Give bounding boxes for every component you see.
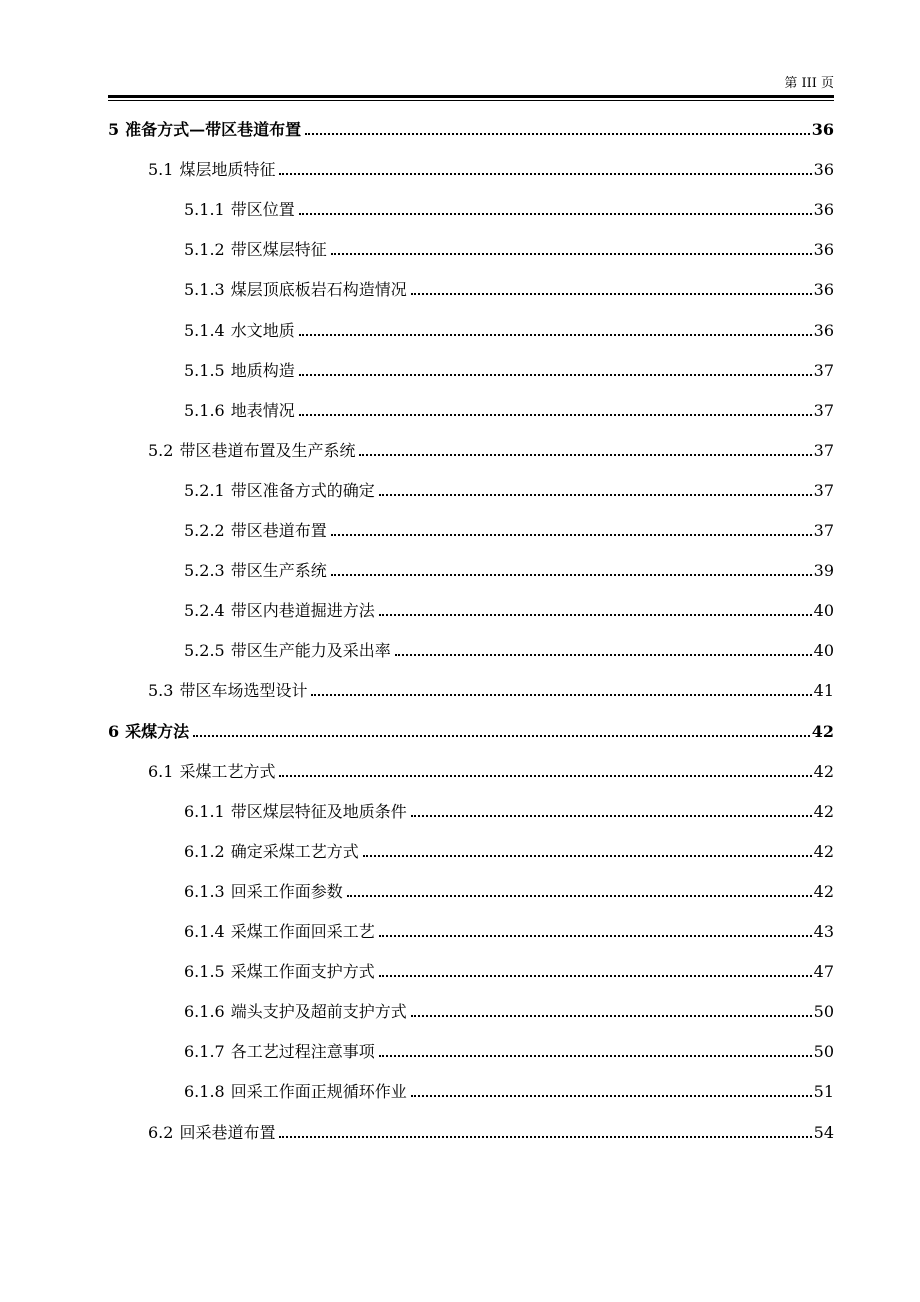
toc-entry-number: 5.1.1	[184, 200, 225, 219]
toc-dot-leader	[379, 1055, 812, 1057]
toc-entry-page: 36	[811, 120, 834, 139]
toc-entry-title: 水文地质	[230, 321, 295, 340]
toc-entry[interactable]	[184, 918, 834, 942]
toc-entry-number: 5.2	[148, 441, 174, 460]
toc-dot-leader	[379, 975, 812, 977]
toc-entry-title: 回采工作面正规循环作业	[230, 1082, 407, 1101]
toc-entry-number: 5.1.2	[184, 240, 225, 259]
toc-entry-page: 42	[813, 762, 834, 781]
toc-dot-leader	[279, 173, 811, 175]
toc-entry-title: 准备方式—带区巷道布置	[125, 120, 302, 139]
toc-entry[interactable]	[184, 958, 834, 982]
toc-entry-title: 带区位置	[230, 200, 295, 219]
toc-entry-page: 37	[813, 481, 834, 500]
toc-entry-page: 42	[811, 722, 834, 741]
toc-entry-number: 5.1.4	[184, 321, 225, 340]
toc-entry-page: 51	[813, 1082, 834, 1101]
toc-dot-leader	[411, 1015, 812, 1017]
toc-entry-title: 地质构造	[230, 361, 295, 380]
toc-entry[interactable]	[184, 357, 834, 381]
toc-entry-title: 带区准备方式的确定	[230, 481, 375, 500]
toc-entry[interactable]	[184, 236, 834, 260]
toc-dot-leader	[299, 334, 812, 336]
toc-entry-page: 54	[813, 1123, 834, 1142]
toc-entry-title: 煤层地质特征	[179, 160, 276, 179]
toc-entry-number: 6.2	[148, 1123, 174, 1142]
toc-entry-page: 37	[813, 521, 834, 540]
toc-entry-page: 36	[813, 321, 834, 340]
toc-entry-title: 确定采煤工艺方式	[230, 842, 359, 861]
toc-entry[interactable]	[184, 517, 834, 541]
page-number-label: 第 III 页	[784, 76, 834, 91]
toc-dot-leader	[299, 213, 812, 215]
toc-entry[interactable]	[184, 1078, 834, 1102]
toc-entry-title: 带区生产能力及采出率	[230, 641, 391, 660]
toc-entry-number: 5.1	[148, 160, 174, 179]
toc-entry-page: 50	[813, 1002, 834, 1021]
toc-entry-title: 带区煤层特征	[230, 240, 327, 259]
toc-entry-title: 带区内巷道掘进方法	[230, 601, 375, 620]
toc-entry[interactable]	[184, 477, 834, 501]
toc-entry-number: 6.1.4	[184, 922, 225, 941]
toc-entry-title: 采煤方法	[125, 722, 190, 741]
toc-entry-number: 5.2.3	[184, 561, 225, 580]
toc-entry[interactable]	[184, 838, 834, 862]
toc-dot-leader	[193, 735, 810, 737]
toc-entry[interactable]	[148, 677, 834, 701]
toc-entry-number: 6.1.3	[184, 882, 225, 901]
toc-dot-leader	[299, 374, 812, 376]
toc-entry-page: 36	[813, 160, 834, 179]
toc-entry[interactable]	[184, 597, 834, 621]
toc-entry-number: 5.3	[148, 681, 174, 700]
toc-entry[interactable]	[184, 878, 834, 902]
toc-entry-number: 6.1.6	[184, 1002, 225, 1021]
toc-dot-leader	[411, 293, 812, 295]
toc-entry-page: 36	[813, 200, 834, 219]
toc-entry-title: 带区巷道布置	[230, 521, 327, 540]
toc-entry-page: 41	[813, 681, 834, 700]
toc-dot-leader	[279, 1136, 811, 1138]
toc-entry-number: 6.1.2	[184, 842, 225, 861]
toc-entry-page: 37	[813, 401, 834, 420]
toc-dot-leader	[331, 534, 812, 536]
toc-entry-title: 采煤工作面回采工艺	[230, 922, 375, 941]
toc-dot-leader	[379, 935, 812, 937]
toc-entry-number: 5.2.1	[184, 481, 225, 500]
toc-entry[interactable]	[148, 156, 834, 180]
toc-entry[interactable]	[184, 998, 834, 1022]
toc-entry-title: 采煤工作面支护方式	[230, 962, 375, 981]
toc-entry-page: 43	[813, 922, 834, 941]
toc-entry[interactable]	[108, 116, 834, 140]
toc-dot-leader	[411, 815, 812, 817]
toc-entry-page: 47	[813, 962, 834, 981]
toc-entry[interactable]	[184, 397, 834, 421]
toc-entry-page: 50	[813, 1042, 834, 1061]
toc-entry-page: 36	[813, 240, 834, 259]
toc-entry[interactable]	[184, 196, 834, 220]
toc-entry-title: 带区煤层特征及地质条件	[230, 802, 407, 821]
toc-entry-number: 6.1.7	[184, 1042, 225, 1061]
toc-dot-leader	[363, 855, 812, 857]
toc-entry-number: 5.2.2	[184, 521, 225, 540]
toc-dot-leader	[299, 414, 812, 416]
toc-dot-leader	[347, 895, 812, 897]
toc-entry-number: 5.1.5	[184, 361, 225, 380]
toc-entry[interactable]	[184, 317, 834, 341]
toc-dot-leader	[311, 694, 811, 696]
toc-dot-leader	[331, 253, 812, 255]
toc-entry-number: 6.1.1	[184, 802, 225, 821]
toc-entry-page: 42	[813, 882, 834, 901]
toc-entry-title: 地表情况	[230, 401, 295, 420]
toc-entry-number: 6.1	[148, 762, 174, 781]
toc-entry[interactable]	[148, 1119, 834, 1143]
toc-dot-leader	[411, 1095, 812, 1097]
toc-entry-number: 5.2.4	[184, 601, 225, 620]
toc-entry-number: 5.2.5	[184, 641, 225, 660]
toc-entry-title: 采煤工艺方式	[179, 762, 276, 781]
toc-entry-title: 各工艺过程注意事项	[230, 1042, 375, 1061]
toc-entry-number: 6	[108, 722, 120, 741]
toc-entry-page: 40	[813, 641, 834, 660]
toc-entry-number: 5	[108, 120, 120, 139]
toc-entry[interactable]	[148, 437, 834, 461]
toc-entry[interactable]	[184, 276, 834, 300]
toc-dot-leader	[359, 454, 811, 456]
toc-dot-leader	[379, 494, 812, 496]
toc-entry-title: 带区车场选型设计	[179, 681, 308, 700]
toc-dot-leader	[305, 133, 810, 135]
toc-dot-leader	[331, 574, 812, 576]
toc-entry[interactable]	[184, 557, 834, 581]
toc-entry-page: 36	[813, 280, 834, 299]
toc-dot-leader	[395, 654, 812, 656]
toc-entry[interactable]	[184, 798, 834, 822]
toc-entry-page: 42	[813, 802, 834, 821]
toc-entry-title: 端头支护及超前支护方式	[230, 1002, 407, 1021]
toc-entry-page: 42	[813, 842, 834, 861]
toc-entry-page: 39	[813, 561, 834, 580]
toc-entry-title: 回采巷道布置	[179, 1123, 276, 1142]
toc-entry-title: 煤层顶底板岩石构造情况	[230, 280, 407, 299]
toc-entry-page: 40	[813, 601, 834, 620]
toc-entry-page: 37	[813, 361, 834, 380]
toc-entry[interactable]	[148, 758, 834, 782]
toc-entry-number: 5.1.3	[184, 280, 225, 299]
toc-entry-title: 带区生产系统	[230, 561, 327, 580]
toc-entry-number: 6.1.8	[184, 1082, 225, 1101]
toc-entry-number: 5.1.6	[184, 401, 225, 420]
toc-entry[interactable]	[184, 637, 834, 661]
toc-dot-leader	[379, 614, 812, 616]
toc-entry-title: 带区巷道布置及生产系统	[179, 441, 356, 460]
toc-entry[interactable]	[184, 1038, 834, 1062]
toc-entry-page: 37	[813, 441, 834, 460]
toc-entry[interactable]	[108, 718, 834, 742]
toc-dot-leader	[279, 775, 811, 777]
toc-entry-title: 回采工作面参数	[230, 882, 343, 901]
toc-entry-number: 6.1.5	[184, 962, 225, 981]
